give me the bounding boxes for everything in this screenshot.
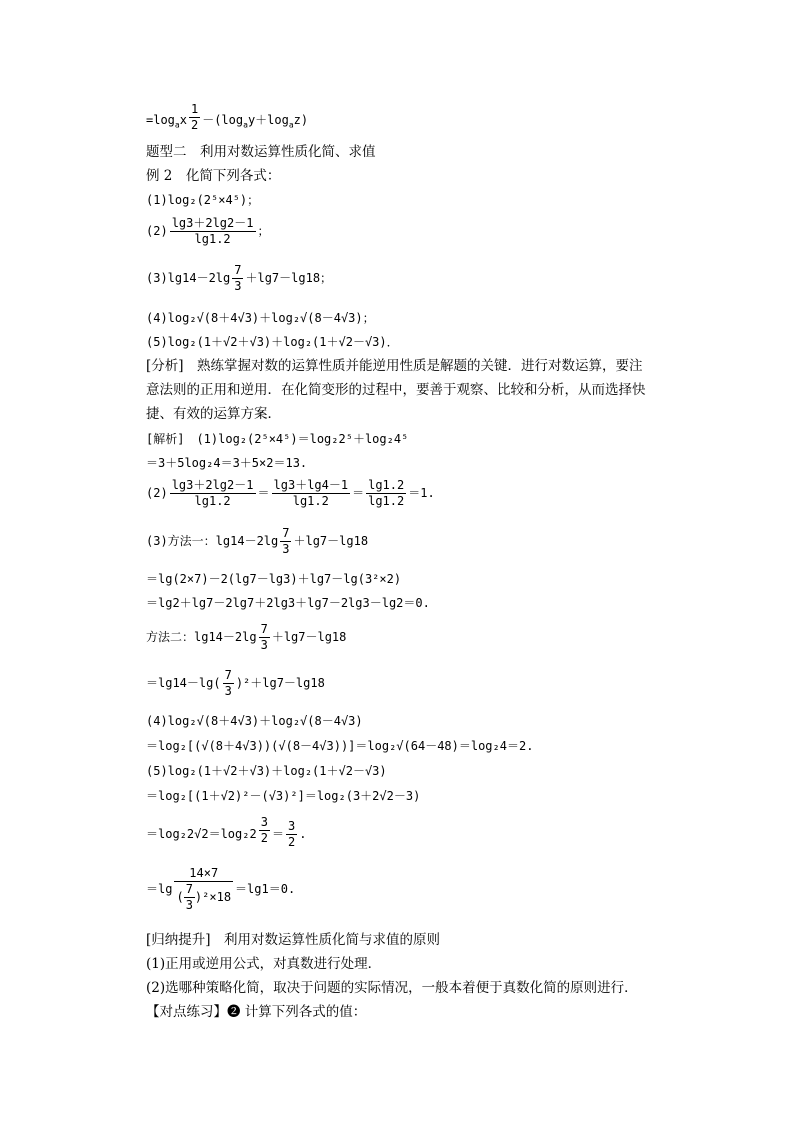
summary-title: [归纳提升] 利用对数运算性质化简与求值的原则 (146, 932, 441, 948)
question-5: (5)log₂(1＋√2＋√3)＋log₂(1＋√2－√3)． (146, 335, 399, 349)
formula-line-1: $=\log_ax$ $\frac{1}{2}$ $-(\log_ay+\log_az)$ (146, 102, 309, 132)
solution-3-line-2: ＝lg(2×7)－2(lg7－lg3)＋lg7－lg(3²×2) (146, 572, 402, 586)
solution-1-line-1: [解析] (1)log₂(2⁵×4⁵)＝log₂2⁵＋log₂4⁵ (146, 432, 409, 446)
question-1: (1)log₂(2⁵×4⁵)； (146, 193, 260, 207)
question-2: (2) $\frac{\lg 3+2\lg 2-1}{\lg 1.2}$ ； (146, 216, 270, 246)
solution-5-line-2: ＝log₂[(1＋√2)²－(√3)²]＝log₂(3＋2√2－3) (146, 789, 421, 803)
solution-3-method-1: (3)方法一：lg14－2lg $\frac{7}{3}$ ＋lg7－lg18 (146, 526, 369, 556)
question-4: (4)log₂√(8＋4√3)＋log₂√(8－4√3)； (146, 311, 375, 325)
solution-4-line-1: (4)log₂√(8＋4√3)＋log₂√(8－4√3) (146, 714, 363, 728)
solution-3-method-2-result: ＝lg 14×7 ( $\frac{7}{3}$ )²×18 ＝lg1＝0. (146, 866, 296, 912)
analysis-paragraph: [分析] 熟练掌握对数的运算性质并能逆用性质是解题的关键．进行对数运算，要注意法则的正用和逆用．在化简变形的过程中，要善于观察、比较和分析，从而选择快捷、有效的运算方案． (146, 358, 646, 422)
solution-5-line-1: (5)log₂(1＋√2＋√3)＋log₂(1＋√2－√3) (146, 764, 387, 778)
practice-heading: 【对点练习】❷ 计算下列各式的值： (146, 1004, 367, 1020)
section-heading: 题型二 利用对数运算性质化简、求值 (146, 144, 376, 160)
question-3: (3)lg14－2lg $\frac{7}{3}$ ＋lg7－lg18； (146, 263, 333, 293)
solution-5-line-3: ＝log₂2√2＝log₂2 $\frac{3}{2}$ ＝ $\frac{3}{2}$ . (146, 815, 307, 849)
solution-1-line-2: ＝3＋5log₂4＝3＋5×2＝13. (146, 456, 308, 470)
solution-4-line-2: ＝log₂[(√(8＋4√3))(√(8－4√3))]＝log₂√(64－48)＝log₂4＝2. (146, 739, 534, 753)
solution-3-line-3: ＝lg2＋lg7－2lg7＋2lg3＋lg7－2lg3－lg2＝0. (146, 596, 430, 610)
solution-3-method-2-line-2: ＝lg14－lg( $\frac{7}{3}$ )²＋lg7－lg18 (146, 668, 325, 698)
summary-point-1: (1)正用或逆用公式，对真数进行处理． (146, 956, 382, 972)
summary-point-2: (2)选哪种策略化简，取决于问题的实际情况，一般本着便于真数化简的原则进行． (146, 980, 638, 996)
solution-3-method-2: 方法二：lg14－2lg $\frac{7}{3}$ ＋lg7－lg18 (146, 622, 347, 652)
solution-2: (2) $\frac{\lg 3+2\lg 2-1}{\lg 1.2}$ ＝ $\frac{\lg 3+\lg 4-1}{\lg 1.2}$ ＝ $\frac{\lg 1.2}{\lg 1.2}$ ＝1. (146, 478, 435, 508)
example-label: 例 2 化简下列各式： (146, 168, 281, 184)
